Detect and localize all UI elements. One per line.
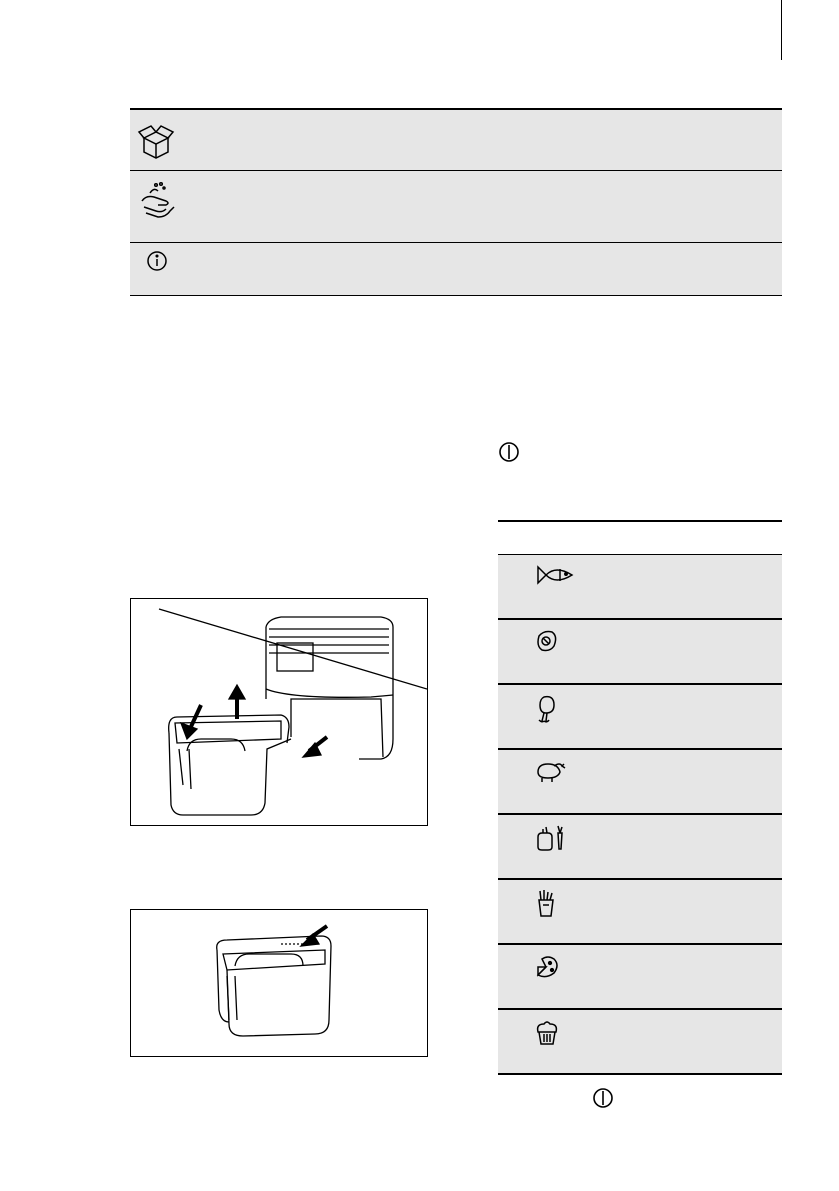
programme-row-fries (498, 880, 782, 945)
symbols-row-info (130, 243, 782, 296)
programme-row-vegetables (498, 815, 782, 880)
fish-icon (534, 563, 576, 587)
pizza-icon (534, 953, 560, 981)
muffin-icon (534, 1018, 560, 1046)
programme-row-roast (498, 750, 782, 815)
symbols-table (130, 108, 782, 296)
programmes-table (498, 520, 782, 1075)
programme-row-steak (498, 620, 782, 685)
programme-row-pizza (498, 945, 782, 1010)
chicken-leg-icon (534, 693, 558, 725)
programme-row-muffin (498, 1010, 782, 1075)
programmes-table-header (498, 522, 782, 555)
french-fries-icon (534, 888, 558, 920)
basket-max-mark-illustration (130, 909, 428, 1057)
symbols-row-cleaning (130, 171, 782, 243)
roast-chicken-icon (534, 758, 568, 784)
symbols-row-packaging (130, 110, 782, 171)
basket-removal-illustration (130, 598, 428, 826)
box-recycle-icon (136, 118, 176, 162)
programme-row-fish (498, 555, 782, 620)
info-icon (146, 250, 168, 272)
hand-washing-icon (136, 179, 180, 223)
vegetables-icon (534, 823, 568, 853)
programme-row-drumstick (498, 685, 782, 750)
timer-icon-inline (592, 1087, 614, 1109)
steak-icon (534, 628, 558, 654)
timer-icon (498, 441, 520, 463)
crop-mark (781, 0, 782, 60)
